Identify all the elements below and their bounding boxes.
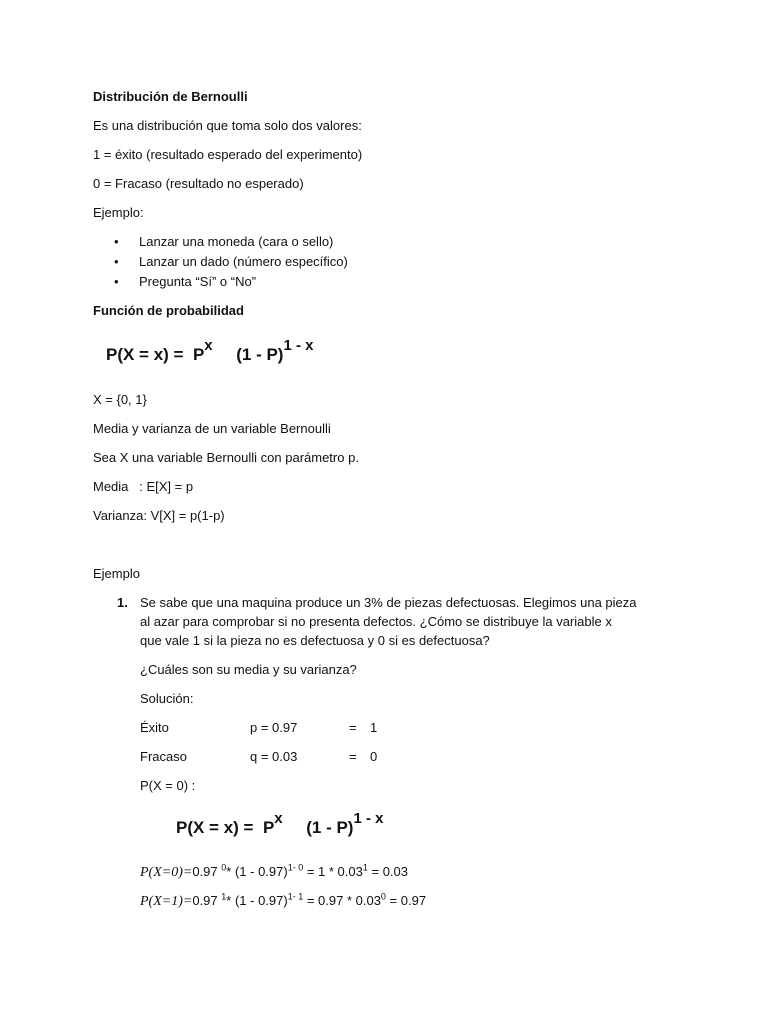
bullet-icon: • <box>114 274 119 289</box>
probability-formula: P(X = x) = Px (1 - P)1 - x <box>106 337 314 364</box>
variance-line: Varianza: V[X] = p(1-p) <box>93 508 225 523</box>
problem-number: 1. <box>117 595 128 610</box>
failure-value: 0 <box>370 749 378 764</box>
mean-variance-heading: Media y varianza de un variable Bernoulli <box>93 421 331 436</box>
intro-text: Es una distribución que toma solo dos valores: <box>93 118 362 133</box>
failure-param: q = 0.03 <box>250 749 298 764</box>
failure-label: Fracaso <box>140 749 187 764</box>
problem-line: que vale 1 si la pieza no es defectuosa y 0 si es defectuosa? <box>140 633 490 648</box>
success-eq: = <box>349 720 357 735</box>
list-item: • Lanzar un dado (número específico) <box>114 254 348 269</box>
question-line: ¿Cuáles son su media y su varianza? <box>140 662 357 677</box>
calc-line-x1: P(X=1)=0.97 $^1$* $(1 - 0.97)^{1- 1} = 0.97 * 0.03^0 = 0.97$ <box>140 891 427 909</box>
problem-line: Se sabe que una maquina produce un 3% de piezas defectuosas. Elegimos una pieza <box>140 595 637 610</box>
page-title: Distribución de Bernoulli <box>93 89 248 104</box>
probability-formula-repeat: P(X = x) = Px (1 - P)1 - x <box>176 810 384 837</box>
list-item: • Lanzar una moneda (cara o sello) <box>114 234 334 249</box>
success-value: 1 <box>370 720 378 735</box>
success-definition: 1 = éxito (resultado esperado del experimento) <box>93 147 363 162</box>
mean-line: Media : E[X] = p <box>93 479 194 494</box>
bullet-icon: • <box>114 234 119 249</box>
failure-definition: 0 = Fracaso (resultado no esperado) <box>93 176 304 191</box>
example2-heading: Ejemplo <box>93 566 140 581</box>
parameter-line: Sea X una variable Bernoulli con parámetro p. <box>93 450 359 465</box>
list-item: • Pregunta “Sí” o “No” <box>114 274 257 289</box>
domain-line: X = {0, 1} <box>93 392 147 407</box>
px0-label: P(X = 0) : <box>140 778 196 793</box>
example-heading: Ejemplo: <box>93 205 144 220</box>
solution-label: Solución: <box>140 691 194 706</box>
failure-eq: = <box>349 749 357 764</box>
example-list <box>114 234 348 294</box>
success-label: Éxito <box>140 720 169 735</box>
success-param: p = 0.97 <box>250 720 298 735</box>
probability-heading: Función de probabilidad <box>93 303 244 318</box>
bullet-icon: • <box>114 254 119 269</box>
problem-line: al azar para comprobar si no presenta defectos. ¿Cómo se distribuye la variable x <box>140 614 612 629</box>
calc-line-x0: P(X=0)=0.97 $^0$* $(1 - 0.97)^{1- 0} = 1 * 0.03^1 = 0.03$ <box>140 862 408 880</box>
